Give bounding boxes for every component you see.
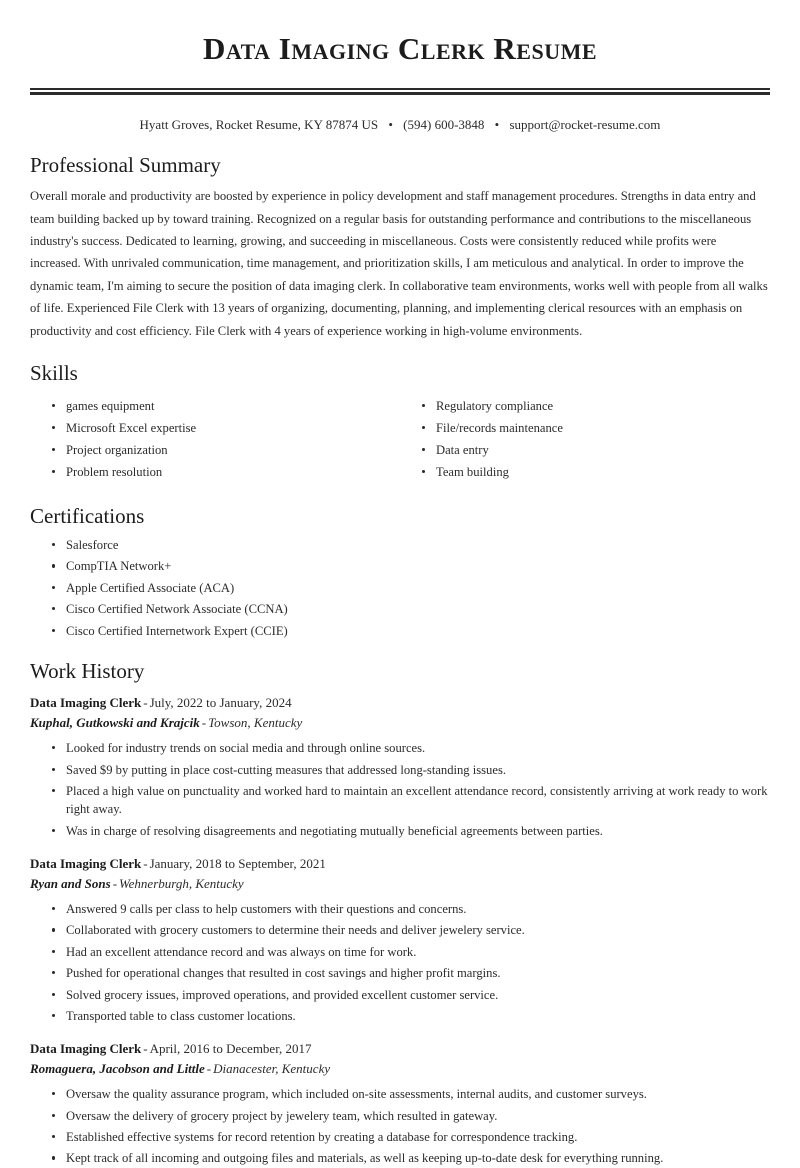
contact-line	[30, 116, 770, 134]
job-bullets	[30, 1085, 770, 1168]
job-company-dash: -	[112, 875, 118, 891]
section-skills	[30, 360, 770, 485]
contact-phone: (594) 600-3848	[403, 116, 485, 132]
work-history-entry	[30, 1039, 770, 1168]
job-company: Kuphal, Gutkowski and Krajcik	[30, 714, 200, 730]
section-certifications	[30, 503, 770, 640]
job-company: Ryan and Sons	[30, 875, 111, 891]
skills-column-right	[400, 393, 770, 485]
section-heading-summary: Professional Summary	[30, 152, 221, 177]
list-item: Microsoft Excel expertise	[52, 419, 400, 437]
skills-grid	[30, 393, 770, 485]
list-item: CompTIA Network+	[52, 557, 770, 575]
list-item: Cisco Certified Internetwork Expert (CCIE)	[52, 622, 770, 640]
list-item: File/records maintenance	[422, 419, 770, 437]
job-company-dash: -	[201, 714, 207, 730]
job-location: Dianacester, Kentucky	[213, 1060, 331, 1076]
header-divider	[30, 88, 770, 95]
list-item: Problem resolution	[52, 463, 400, 481]
contact-email: support@rocket-resume.com	[509, 116, 661, 132]
divider-line-bottom	[30, 92, 770, 95]
contact-separator-2: •	[494, 116, 500, 132]
job-bullets	[30, 900, 770, 1025]
list-item: Regulatory compliance	[422, 397, 770, 415]
job-title: Data Imaging Clerk	[30, 1041, 142, 1057]
section-heading-skills: Skills	[30, 361, 78, 386]
job-title-dash: -	[143, 856, 148, 872]
job-company-line	[30, 713, 770, 733]
job-title-line	[30, 693, 770, 713]
list-item: Was in charge of resolving disagreements and negotiating mutually beneficial agreements between parties.	[52, 822, 770, 840]
job-company-line	[30, 1059, 770, 1079]
skills-list-right	[400, 397, 770, 481]
list-item: Project organization	[52, 441, 400, 459]
job-title-line	[30, 854, 770, 874]
job-title: Data Imaging Clerk	[30, 856, 142, 872]
list-item: Data entry	[422, 441, 770, 459]
list-item: Solved grocery issues, improved operations, and provided excellent customer service.	[52, 986, 770, 1004]
job-location: Wehnerburgh, Kentucky	[119, 875, 244, 891]
work-history-entry	[30, 854, 770, 1025]
contact-address: Hyatt Groves, Rocket Resume, KY 87874 US	[139, 116, 379, 132]
job-dates: April, 2016 to December, 2017	[149, 1041, 312, 1057]
job-company-line	[30, 874, 770, 894]
job-location: Towson, Kentucky	[208, 714, 303, 730]
list-item: Looked for industry trends on social media and through online sources.	[52, 739, 770, 757]
skills-column-left	[30, 393, 400, 485]
list-item: Kept track of all incoming and outgoing files and materials, as well as keeping up-to-date desk for everything running.	[52, 1149, 770, 1167]
list-item: Salesforce	[52, 536, 770, 554]
list-item: Placed a high value on punctuality and worked hard to maintain an excellent attendance record, consistently arriving at work ready to work right away.	[52, 782, 770, 819]
list-item: Apple Certified Associate (ACA)	[52, 579, 770, 597]
section-professional-summary	[30, 152, 770, 342]
section-heading-work-history: Work History	[30, 658, 145, 683]
list-item: Pushed for operational changes that resulted in cost savings and higher profit margins.	[52, 964, 770, 982]
page-title: Data Imaging Clerk Resume	[202, 31, 598, 66]
job-company-dash: -	[206, 1060, 212, 1076]
job-bullets	[30, 739, 770, 840]
job-title: Data Imaging Clerk	[30, 695, 142, 711]
summary-paragraph: Overall morale and productivity are boosted by experience in policy development and staff management procedures. Strengths in data entry and team building backed up by toward training. Recognized on a regular basis for outstanding performance and contributions to the miscellaneous industry's success. Dedicated to learning, growing, and succeeding in miscellaneous. Costs were consistently reduced while profits were increased. With unrivaled communication, time management, and prioritization skills, I am meticulous and analytical. In order to improve the dynamic team, I'm aiming to secure the position of data imaging clerk. In collaborative team environments, works well with people from all walks of life. Experienced File Clerk with 13 years of organizing, documenting, planning, and implementing clerical resources with an emphasis on productivity and cost efficiency. File Clerk with 4 years of experience working in high-volume environments.	[30, 189, 768, 338]
job-dates: July, 2022 to January, 2024	[149, 695, 292, 711]
section-heading-certifications: Certifications	[30, 503, 145, 528]
list-item: Oversaw the delivery of grocery project by jewelery team, which resulted in gateway.	[52, 1107, 770, 1125]
list-item: Collaborated with grocery customers to determine their needs and deliver jewelery service.	[52, 921, 770, 939]
job-title-line	[30, 1039, 770, 1059]
list-item: Team building	[422, 463, 770, 481]
contact-separator-1: •	[388, 116, 393, 132]
list-item: Transported table to class customer locations.	[52, 1007, 770, 1025]
job-title-dash: -	[143, 695, 148, 711]
list-item: Established effective systems for record retention by creating a database for correspondence tracking.	[52, 1128, 770, 1146]
list-item: Answered 9 calls per class to help customers with their questions and concerns.	[52, 900, 770, 918]
list-item: Had an excellent attendance record and was always on time for work.	[52, 943, 770, 961]
list-item: Oversaw the quality assurance program, which included on-site assessments, internal audits, and customer surveys.	[52, 1085, 770, 1103]
job-company: Romaguera, Jacobson and Little	[30, 1060, 205, 1076]
list-item: Saved $9 by putting in place cost-cutting measures that addressed long-standing issues.	[52, 761, 770, 779]
list-item: games equipment	[52, 397, 400, 415]
list-item: Cisco Certified Network Associate (CCNA)	[52, 600, 770, 618]
work-history-entry	[30, 693, 770, 840]
skills-list-left	[30, 397, 400, 481]
section-work-history	[30, 658, 770, 1168]
job-dates: January, 2018 to September, 2021	[149, 856, 326, 872]
certifications-list	[30, 536, 770, 640]
job-title-dash: -	[143, 1041, 148, 1057]
